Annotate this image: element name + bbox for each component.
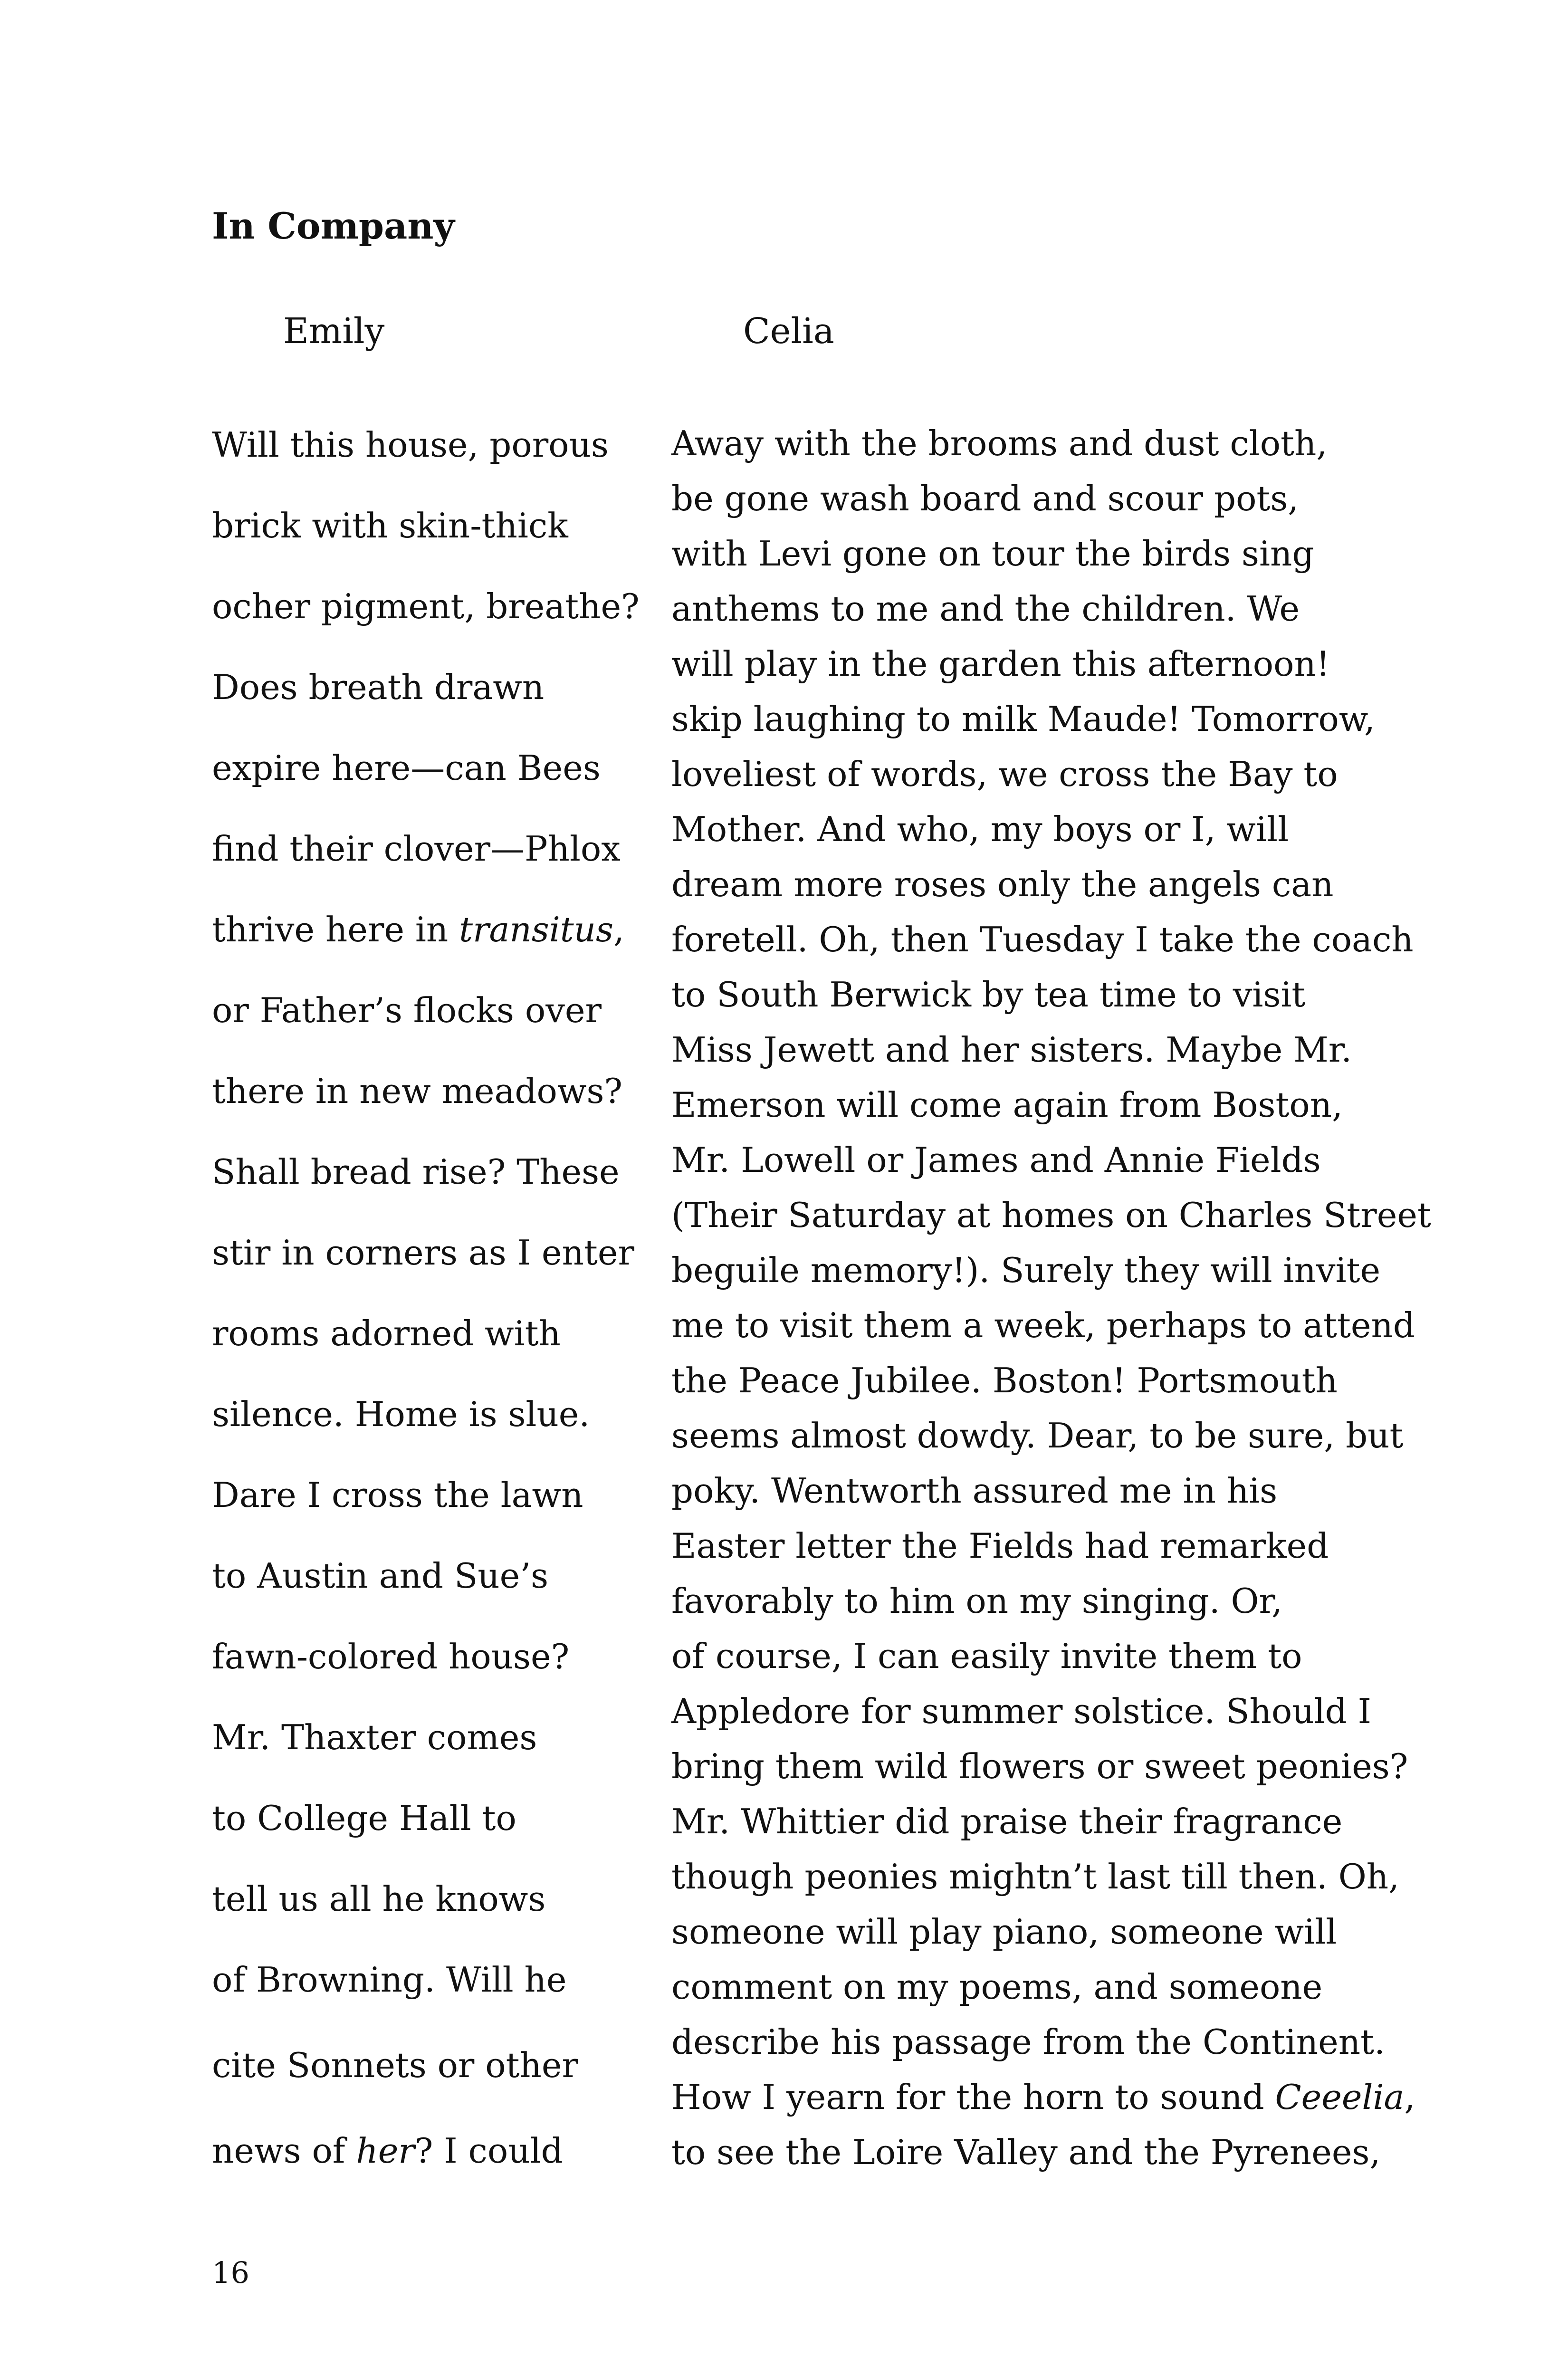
emily-line-with-italic: news of her? I could	[212, 2131, 563, 2171]
emily-line: tell us all he knows	[212, 1879, 546, 1919]
celia-line: of course, I can easily invite them to	[671, 1636, 1302, 1676]
emily-line: or Father’s flocks over	[212, 990, 602, 1030]
celia-line: loveliest of words, we cross the Bay to	[671, 754, 1338, 794]
emily-line: Mr. Thaxter comes	[212, 1717, 537, 1757]
celia-line: poky. Wentworth assured me in his	[671, 1471, 1278, 1511]
celia-line: Mr. Lowell or James and Annie Fields	[671, 1140, 1321, 1180]
celia-line: to see the Loire Valley and the Pyrenees,	[671, 2132, 1381, 2172]
celia-line: the Peace Jubilee. Boston! Portsmouth	[671, 1360, 1338, 1400]
emily-line: stir in corners as I enter	[212, 1233, 634, 1273]
celia-line: Easter letter the Fields had remarked	[671, 1526, 1329, 1566]
emily-line: cite Sonnets or other	[212, 2045, 578, 2085]
emily-line: rooms adorned with	[212, 1313, 561, 1353]
page-number: 16	[212, 2255, 249, 2290]
celia-line: seems almost dowdy. Dear, to be sure, but	[671, 1416, 1404, 1456]
emily-line: brick with skin-thick	[212, 506, 568, 546]
celia-line: dream more roses only the angels can	[671, 864, 1334, 904]
celia-line: be gone wash board and scour pots,	[671, 479, 1299, 518]
celia-line-with-italic: How I yearn for the horn to sound Ceeelia,	[671, 2077, 1415, 2117]
celia-line: to South Berwick by tea time to visit	[671, 975, 1306, 1015]
column-heading-celia: Celia	[743, 311, 834, 352]
emily-line: there in new meadows?	[212, 1071, 623, 1111]
emily-line: Shall bread rise? These	[212, 1152, 620, 1192]
emily-line: find their clover—Phlox	[212, 829, 621, 869]
celia-line: comment on my poems, and someone	[671, 1967, 1323, 2007]
emily-line: Does breath drawn	[212, 667, 545, 707]
celia-line: foretell. Oh, then Tuesday I take the coach	[671, 920, 1414, 959]
emily-line: ocher pigment, breathe?	[212, 586, 640, 626]
celia-line: will play in the garden this afternoon!	[671, 644, 1330, 684]
celia-line: skip laughing to milk Maude! Tomorrow,	[671, 699, 1375, 739]
celia-line: (Their Saturday at homes on Charles Street	[671, 1195, 1431, 1235]
emily-line: silence. Home is slue.	[212, 1394, 590, 1434]
celia-line: Away with the brooms and dust cloth,	[671, 423, 1328, 463]
celia-line: Emerson will come again from Boston,	[671, 1085, 1343, 1125]
emily-line: to Austin and Sue’s	[212, 1556, 549, 1596]
celia-line: describe his passage from the Continent.	[671, 2022, 1385, 2062]
celia-line: favorably to him on my singing. Or,	[671, 1581, 1282, 1621]
celia-line: anthems to me and the children. We	[671, 589, 1300, 629]
celia-line: beguile memory!). Surely they will invite	[671, 1250, 1381, 1290]
celia-line: though peonies mightn’t last till then. Oh,	[671, 1857, 1400, 1897]
celia-line: Appledore for summer solstice. Should I	[671, 1691, 1372, 1731]
emily-line: Dare I cross the lawn	[212, 1475, 583, 1515]
poem-title: In Company	[212, 205, 455, 247]
emily-line: of Browning. Will he	[212, 1960, 567, 2000]
celia-line: Mr. Whittier did praise their fragrance	[671, 1801, 1343, 1841]
celia-line: bring them wild flowers or sweet peonies?	[671, 1746, 1408, 1786]
emily-line: expire here—can Bees	[212, 748, 601, 788]
emily-line: Will this house, porous	[212, 425, 609, 465]
celia-line: Mother. And who, my boys or I, will	[671, 809, 1289, 849]
italic-word: her	[356, 2131, 415, 2171]
italic-word: Ceeelia	[1275, 2077, 1405, 2117]
emily-line: fawn-colored house?	[212, 1637, 570, 1677]
italic-word: transitus	[459, 910, 613, 949]
celia-line: someone will play piano, someone will	[671, 1912, 1337, 1952]
emily-line: to College Hall to	[212, 1798, 516, 1838]
celia-line: Miss Jewett and her sisters. Maybe Mr.	[671, 1030, 1352, 1070]
emily-line-with-italic: thrive here in transitus,	[212, 910, 624, 949]
celia-line: me to visit them a week, perhaps to attend	[671, 1305, 1415, 1345]
column-heading-emily: Emily	[283, 311, 385, 352]
celia-line: with Levi gone on tour the birds sing	[671, 534, 1314, 574]
